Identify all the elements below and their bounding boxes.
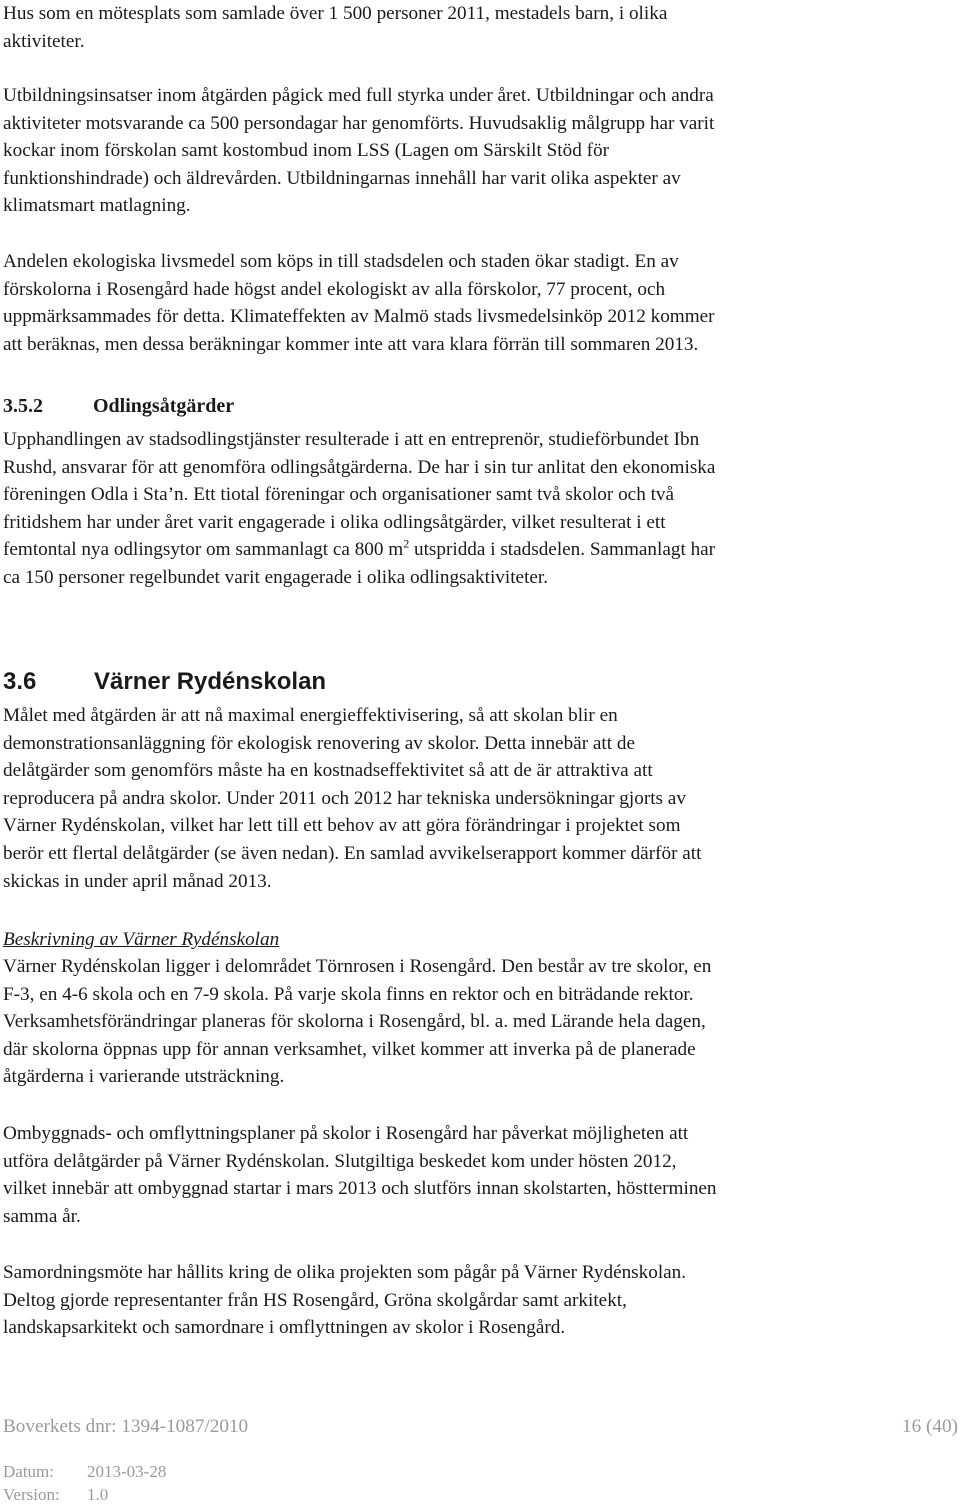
document-reference: Boverkets dnr: 1394-1087/2010 (3, 1416, 249, 1437)
text-line: ca 150 personer regelbundet varit engagerade i olika odlingsaktiviteter. (3, 566, 549, 588)
text-line: Andelen ekologiska livsmedel som köps in till stadsdelen och staden ökar stadigt. En av (3, 251, 679, 272)
text-line: landskapsarkitekt och samordnare i omflyttningen av skolor i Rosengård. (3, 1317, 566, 1339)
text-line: fritidshem har under året varit engagerade i olika odlingsåtgärder, vilket resulterat i ett (3, 511, 666, 533)
text-line: Verksamhetsförändringar planeras för skolorna i Rosengård, bl. a. med Lärande hela dagen, (3, 1011, 706, 1033)
text-line: Upphandlingen av stadsodlingstjänster resulterade i att en entreprenör, studieförbundet Ibn (3, 429, 700, 450)
section-heading-352 (3, 392, 234, 420)
text-line (3, 536, 903, 564)
text-line: förskolorna i Rosengård hade högst andel ekologiskt av alla förskolor, 77 procent, och (3, 278, 666, 300)
text-line: åtgärderna i varierande utsträckning. (3, 1066, 285, 1088)
text-line: utföra delåtgärder på Värner Rydénskolan. Slutgiltiga beskedet kom under hösten 2012, (3, 1150, 677, 1172)
text-line: aktiviteter. (3, 30, 85, 52)
text-line: klimatsmart matlagning. (3, 195, 191, 217)
text-line: berör ett flertal delåtgärder (se även nedan). En samlad avvikelserapport kommer därför att (3, 842, 702, 864)
text-line: Deltog gjorde representanter från HS Rosengård, Gröna skolgårdar samt arkitekt, (3, 1289, 627, 1311)
text-line: aktiviteter motsvarande ca 500 persondagar har genomförts. Huvudsaklig målgrupp har varit (3, 112, 715, 134)
version-value: 1.0 (87, 1485, 109, 1504)
paragraph-school-description (3, 953, 903, 1091)
text-line: Samordningsmöte har hållits kring de olika projekten som pågår på Värner Rydénskolan. (3, 1262, 687, 1283)
paragraph-cultivation (3, 426, 903, 592)
paragraph-rebuild-plans (3, 1120, 903, 1230)
text-line: samma år. (3, 1205, 81, 1227)
subheading-description: Beskrivning av Värner Rydénskolan (3, 929, 280, 950)
date-value: 2013-03-28 (87, 1462, 167, 1481)
footer-version (3, 1484, 108, 1506)
text-line: kockar inom förskolan samt kostombud inom LSS (Lagen om Särskilt Stöd för (3, 140, 609, 162)
text-line: Värner Rydénskolan ligger i delområdet Törnrosen i Rosengård. Den består av tre skolor, en (3, 956, 712, 977)
text-line: Målet med åtgärden är att nå maximal energieffektivisering, så att skolan blir en (3, 705, 618, 726)
text-line: Rushd, ansvarar för att genomföra odlingsåtgärderna. De har i sin tur anlitat den ekonomiska (3, 456, 716, 478)
text-line: Hus som en mötesplats som samlade över 1 500 personer 2011, mestadels barn, i olika (3, 3, 668, 24)
text-line: vilket innebär att ombyggnad startar i mars 2013 och slutförs innan skolstarten, höstterminen (3, 1178, 717, 1200)
page-number: 16 (40) (902, 1416, 958, 1437)
text-line: att beräknas, men dessa beräkningar kommer inte att vara klara förrän till sommaren 2013. (3, 333, 699, 355)
version-label: Version: (3, 1485, 60, 1504)
superscript: 2 (403, 536, 410, 551)
section-title: Odlingsåtgärder (93, 395, 235, 417)
text-line: Utbildningsinsatser inom åtgärden pågick med full styrka under året. Utbildningar och andra (3, 85, 714, 106)
paragraph-goal (3, 702, 903, 895)
text-line: Ombyggnads- och omflyttningsplaner på skolor i Rosengård har påverkat möjligheten att (3, 1123, 689, 1144)
text-line: där skolorna öppnas upp för annan verksamhet, vilket kommer att inverka på de planerade (3, 1038, 696, 1060)
date-label: Datum: (3, 1462, 54, 1481)
paragraph-coordination (3, 1259, 903, 1342)
paragraph-organic-food (3, 248, 903, 358)
text-line: reproducera på andra skolor. Under 2011 och 2012 har tekniska undersökningar gjorts av (3, 787, 686, 809)
paragraph-training (3, 82, 903, 220)
section-title: Värner Rydénskolan (94, 668, 327, 695)
text-line: föreningen Odla i Sta’n. Ett tiotal föreningar och organisationer samt två skolor och två (3, 484, 675, 506)
text-line: Värner Rydénskolan, vilket har lett till ett behov av att göra förändringar i projektet som (3, 815, 681, 837)
text-line: demonstrationsanläggning för ekologisk renovering av skolor. Detta innebär att de (3, 732, 635, 754)
text-line: F-3, en 4-6 skola och en 7-9 skola. På varje skola finns en rektor och en biträdande rektor. (3, 983, 694, 1005)
text-line: skickas in under april månad 2013. (3, 870, 272, 892)
section-number: 3.5.2 (3, 395, 43, 417)
section-heading-36 (3, 666, 326, 698)
paragraph-activities (3, 0, 903, 55)
text-fragment: femtontal nya odlingsytor om sammanlagt ca 800 m (3, 539, 404, 561)
footer-date (3, 1461, 166, 1483)
text-line: funktionshindrade) och äldrevården. Utbildningarnas innehåll har varit olika aspekter av (3, 167, 681, 189)
page-footer (3, 1415, 958, 1439)
text-line: uppmärksammades för detta. Klimateffekten av Malmö stads livsmedelsinköp 2012 kommer (3, 306, 715, 328)
text-line: delåtgärder som genomförs måste ha en kostnadseffektivitet så att de är attraktiva att (3, 760, 653, 782)
text-fragment: utspridda i stadsdelen. Sammanlagt har (409, 539, 716, 561)
section-number: 3.6 (3, 668, 37, 695)
